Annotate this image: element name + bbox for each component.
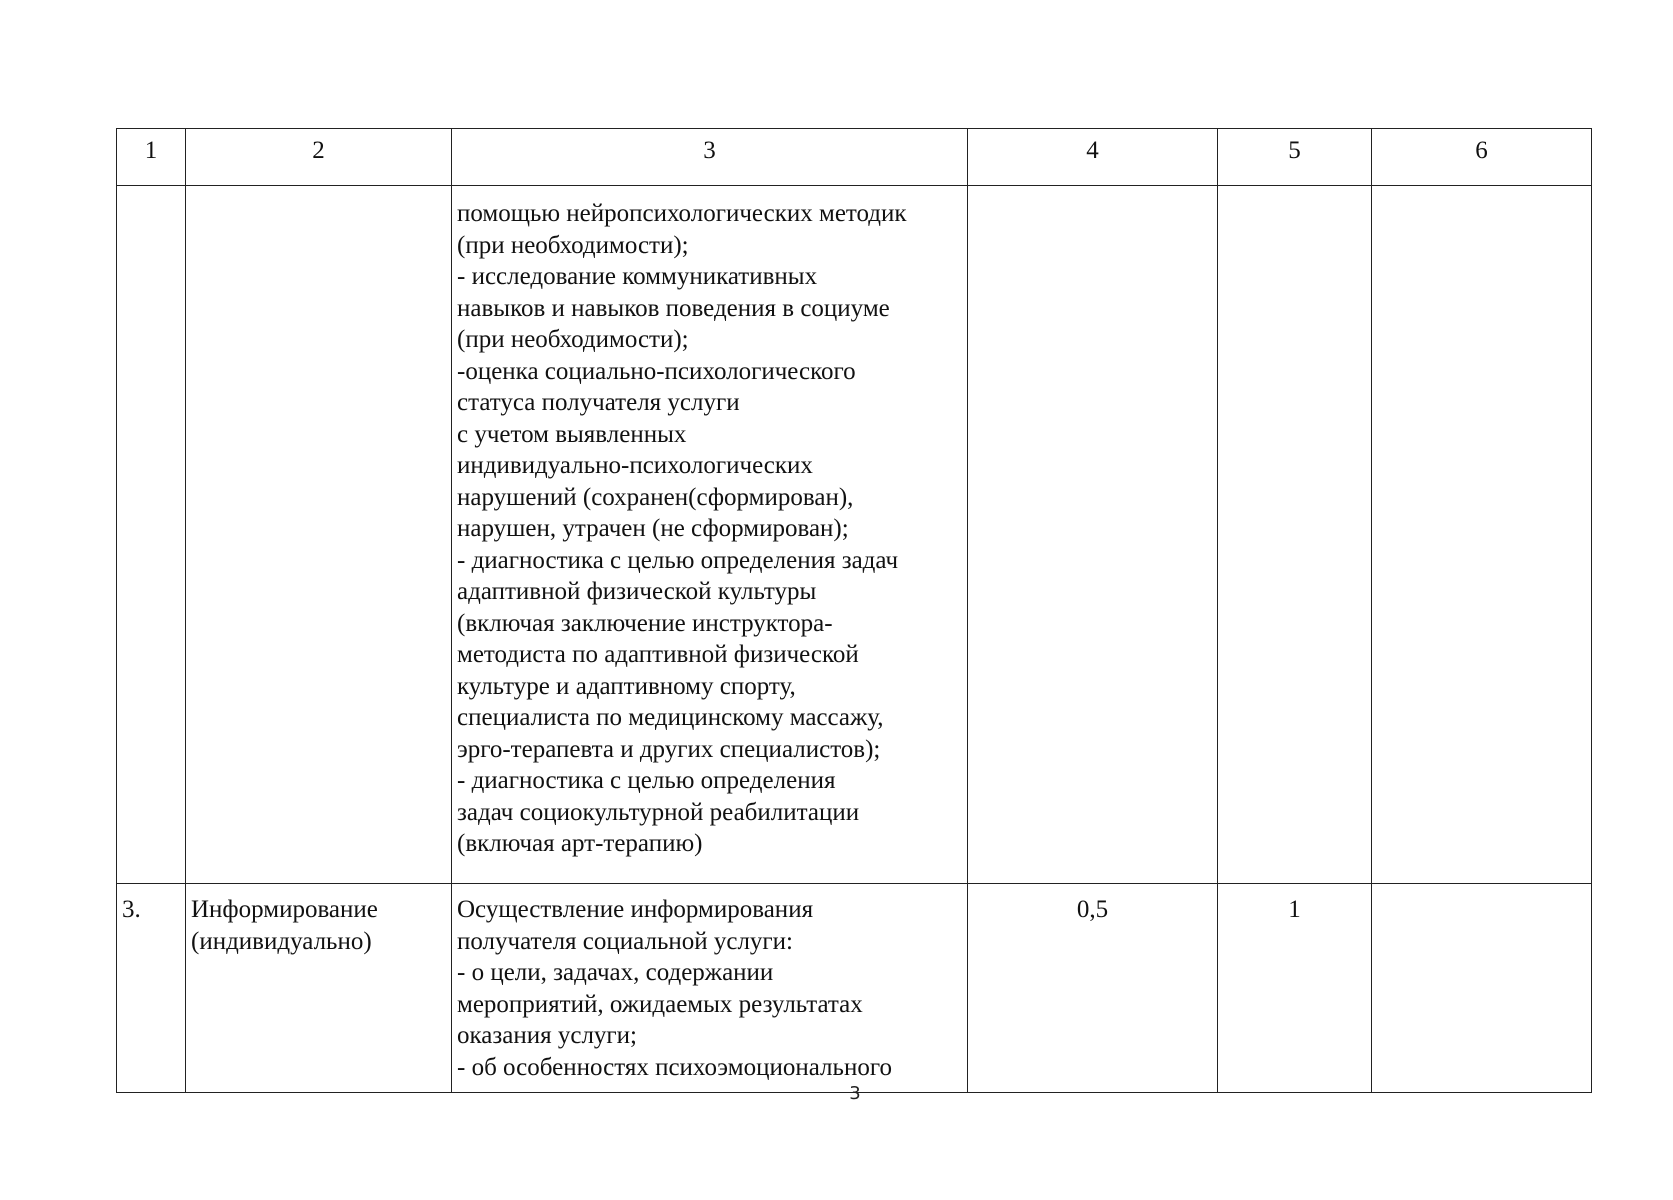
description-line: -оценка социально-психологического [457,357,856,385]
description-line: (включая заключение инструктора- [457,609,833,637]
cell-number: 3. [117,884,186,1093]
service-name-line: (индивидуально) [191,927,372,955]
cell-col-6 [1372,186,1592,884]
cell-col-5 [1218,186,1372,884]
description-line: задач социокультурной реабилитации [457,798,860,826]
table-row-continuation [117,186,1592,884]
header-cell-3: 3 [452,129,968,186]
services-table [116,128,1592,1093]
description-line: статуса получателя услуги [457,389,740,416]
cell-number [117,186,186,884]
description-line: - диагностика с целью определения задач [457,546,899,574]
header-cell-6: 6 [1372,129,1592,186]
description-line: - о цели, задачах, содержании [457,959,774,986]
service-name-line: Информирование [191,896,378,923]
cell-service-description [452,186,968,884]
description-line: с учетом выявленных [457,420,687,448]
description-line: (при необходимости); [457,231,689,259]
description-line: мероприятий, ожидаемых результатах [457,990,863,1018]
description-line: методиста по адаптивной физической [457,641,859,668]
description-line: навыков и навыков поведения в социуме [457,294,890,322]
description-line: культуре и адаптивному спорту, [457,672,796,700]
description-line: - об особенностях психоэмоционального [457,1053,892,1081]
description-line: помощью нейропсихологических методик [457,200,907,227]
cell-service-description [452,884,968,1093]
description-line: Осуществление информирования [457,896,814,923]
header-cell-1: 1 [117,129,186,186]
cell-col-5-value: 1 [1218,884,1372,1093]
cell-col-6 [1372,884,1592,1093]
description-line: нарушений (сохранен(сформирован), [457,483,854,511]
table-row-3 [117,884,1592,1093]
description-line: эрго-терапевта и других специалистов); [457,735,881,763]
description-line: получателя социальной услуги: [457,927,793,955]
description-line: специалиста по медицинскому массажу, [457,704,884,731]
description-line: (при необходимости); [457,326,689,353]
header-cell-4: 4 [968,129,1218,186]
page-number: 3 [849,1083,861,1104]
header-cell-5: 5 [1218,129,1372,186]
description-line: - диагностика с целью определения [457,767,836,794]
description-line: индивидуально-психологических [457,452,813,479]
description-line: (включая арт-терапию) [457,830,703,857]
table-header-row [117,129,1592,186]
description-line: - исследование коммуникативных [457,263,818,290]
description-line: оказания услуги; [457,1022,637,1049]
cell-service-name [186,884,452,1093]
header-cell-2: 2 [186,129,452,186]
description-line: адаптивной физической культуры [457,578,817,605]
cell-col-4 [968,186,1218,884]
description-line: нарушен, утрачен (не сформирован); [457,515,849,542]
cell-col-4-value: 0,5 [968,884,1218,1093]
cell-service-name [186,186,452,884]
